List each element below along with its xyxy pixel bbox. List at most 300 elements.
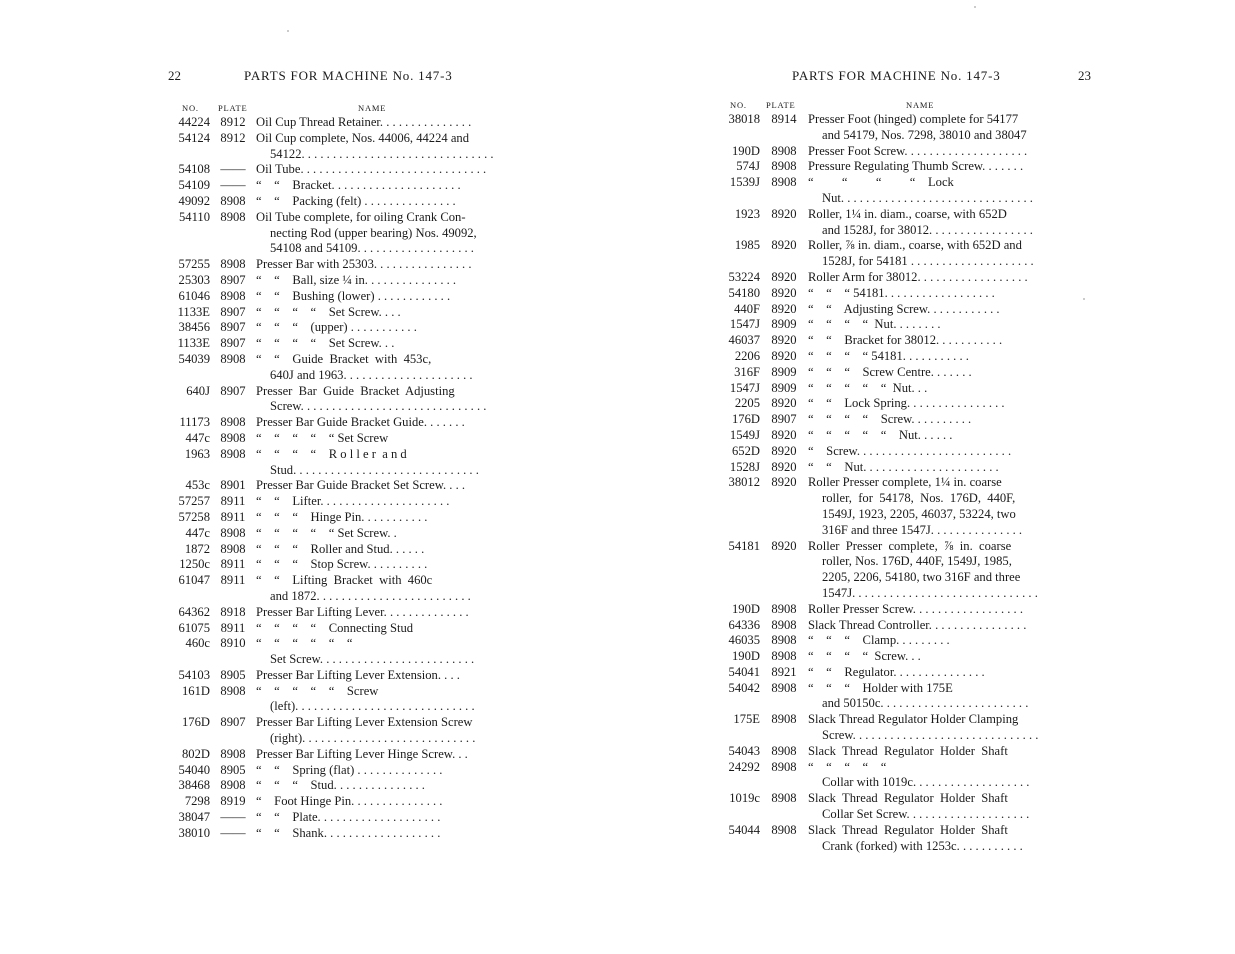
part-name bbox=[256, 352, 513, 384]
part-entry bbox=[168, 320, 513, 336]
part-number: 2205 bbox=[734, 396, 760, 411]
plate-number: 8908 bbox=[220, 430, 246, 445]
part-number: 190D bbox=[732, 143, 760, 158]
part-number: 54124 bbox=[178, 130, 210, 145]
part-name-line: “ “ “ “ “ Set Screw. . bbox=[256, 525, 397, 540]
part-entry bbox=[168, 131, 513, 163]
part-entry bbox=[168, 494, 513, 510]
part-name-line: Presser Bar Guide Bracket Guide. . . . . . . bbox=[256, 415, 465, 430]
plate-number: 8920 bbox=[771, 206, 797, 221]
right-page bbox=[716, 0, 1096, 854]
part-entry bbox=[168, 810, 513, 826]
part-entry bbox=[716, 396, 1096, 412]
part-entry bbox=[168, 431, 513, 447]
part-name bbox=[808, 744, 1096, 760]
part-name-line: “ “ Ball, size ¼ in. . . . . . . . . . . . . . . bbox=[256, 272, 457, 287]
part-entry bbox=[168, 305, 513, 321]
parts-list bbox=[168, 115, 513, 842]
part-name bbox=[256, 684, 513, 716]
part-number: 1872 bbox=[184, 541, 210, 556]
part-name-line: Pressure Regulating Thumb Screw. . . . . . . bbox=[808, 159, 1024, 174]
plate-number: 8911 bbox=[220, 509, 246, 524]
part-number: 54042 bbox=[728, 680, 760, 695]
part-name-line: “ “ Packing (felt) . . . . . . . . . . . . . . . bbox=[256, 193, 456, 208]
part-name-line: 2205, 2206, 54180, two 316F and three bbox=[822, 570, 1021, 585]
part-name-line: Presser Foot Screw. . . . . . . . . . . . . . . . . . . . bbox=[808, 143, 1028, 158]
part-number: 2206 bbox=[734, 348, 760, 363]
part-name bbox=[256, 178, 513, 194]
part-name bbox=[256, 526, 513, 542]
part-number: 1547J bbox=[729, 380, 760, 395]
part-entry bbox=[168, 621, 513, 637]
part-name-line: roller, for 54178, Nos. 176D, 440F, bbox=[822, 491, 1016, 506]
part-entry bbox=[716, 412, 1096, 428]
part-number: 46037 bbox=[728, 333, 760, 348]
plate-number: 8907 bbox=[771, 412, 797, 427]
plate-number: 8907 bbox=[220, 272, 246, 287]
part-name-line: Presser Bar Guide Bracket Set Screw. . . . bbox=[256, 478, 466, 493]
column-header-plate: PLATE bbox=[766, 100, 796, 110]
plate-number: 8919 bbox=[220, 794, 246, 809]
column-header-plate: PLATE bbox=[218, 103, 248, 113]
part-number: 61075 bbox=[178, 620, 210, 635]
part-name-line: “ “ “ Holder with 175E bbox=[808, 680, 953, 695]
part-entry bbox=[168, 684, 513, 716]
plate-number: 8908 bbox=[220, 541, 246, 556]
part-number: 54110 bbox=[178, 209, 210, 224]
part-entry bbox=[168, 605, 513, 621]
part-number: 64336 bbox=[728, 617, 760, 632]
part-entry bbox=[168, 352, 513, 384]
part-name-line: “ “ “ “ “ “ bbox=[256, 636, 353, 651]
part-number: 316F bbox=[734, 364, 760, 379]
part-number: 175E bbox=[733, 712, 760, 727]
plate-number: 8901 bbox=[220, 478, 246, 493]
part-name bbox=[808, 460, 1096, 476]
part-name-line: Slack Thread Regulator Holder Shaft bbox=[808, 822, 1008, 837]
part-name-line: Presser Bar with 25303. . . . . . . . . . . . . . . . bbox=[256, 257, 472, 272]
part-name-line: Screw. . . . . . . . . . . . . . . . . . . . . . . . . . . . . . bbox=[822, 728, 1039, 743]
part-number: 11173 bbox=[179, 415, 210, 430]
part-number: 447c bbox=[185, 430, 210, 445]
plate-number: 8908 bbox=[220, 209, 246, 224]
plate-number: 8914 bbox=[771, 112, 797, 126]
plate-number: 8920 bbox=[771, 285, 797, 300]
part-name bbox=[808, 791, 1096, 823]
part-entry bbox=[716, 665, 1096, 681]
page-header bbox=[716, 68, 1096, 88]
part-name bbox=[256, 431, 513, 447]
part-name bbox=[808, 428, 1096, 444]
part-name-line: “ “ “ (upper) . . . . . . . . . . . bbox=[256, 320, 417, 335]
part-number: 7298 bbox=[184, 794, 210, 809]
plate-number: 8920 bbox=[771, 459, 797, 474]
plate-number: 8908 bbox=[220, 351, 246, 366]
part-number: 25303 bbox=[178, 272, 210, 287]
plate-number: 8907 bbox=[220, 383, 246, 398]
part-entry bbox=[168, 115, 513, 131]
part-name-line: “ “ Nut. . . . . . . . . . . . . . . . . . . . . . bbox=[808, 459, 999, 474]
plate-number: 8920 bbox=[771, 475, 797, 490]
plate-number: —— bbox=[220, 162, 246, 177]
plate-number: 8908 bbox=[771, 649, 797, 664]
column-headers bbox=[168, 103, 513, 115]
plate-number: 8905 bbox=[220, 667, 246, 682]
part-number: 802D bbox=[182, 746, 210, 761]
part-entry bbox=[168, 194, 513, 210]
plate-number: 8920 bbox=[771, 427, 797, 442]
part-entry bbox=[168, 289, 513, 305]
part-number: 640J bbox=[186, 383, 210, 398]
part-name-line: “ “ “ Screw Centre. . . . . . . bbox=[808, 364, 972, 379]
part-name-line: “ “ “ “ 54181. . . . . . . . . . . bbox=[808, 348, 969, 363]
part-name-line: Presser Bar Lifting Lever Extension. . . . bbox=[256, 667, 460, 682]
plate-number: —— bbox=[220, 178, 246, 193]
part-name-line: “ “ Shank. . . . . . . . . . . . . . . . . . . bbox=[256, 825, 441, 840]
part-name bbox=[256, 210, 513, 257]
part-number: 54039 bbox=[178, 351, 210, 366]
part-entry bbox=[716, 712, 1096, 744]
part-entry bbox=[168, 384, 513, 416]
part-entry bbox=[716, 238, 1096, 270]
plate-number: 8905 bbox=[220, 762, 246, 777]
part-name-line: “ “ Plate. . . . . . . . . . . . . . . . . . . . bbox=[256, 810, 441, 825]
part-number: 57257 bbox=[178, 494, 210, 509]
left-page bbox=[168, 0, 513, 842]
part-name-line: Screw. . . . . . . . . . . . . . . . . . . . . . . . . . . . . . bbox=[270, 399, 487, 414]
part-entry bbox=[716, 618, 1096, 634]
part-name bbox=[256, 668, 513, 684]
part-entry bbox=[716, 460, 1096, 476]
part-name-line: Slack Thread Regulator Holder Shaft bbox=[808, 791, 1008, 806]
page-number: 22 bbox=[168, 68, 181, 83]
column-header-name: NAME bbox=[358, 103, 387, 113]
part-name bbox=[256, 794, 513, 810]
part-number: 1549J bbox=[729, 427, 760, 442]
part-name bbox=[808, 823, 1096, 855]
part-entry bbox=[716, 381, 1096, 397]
part-name bbox=[256, 542, 513, 558]
column-header-name: NAME bbox=[906, 100, 935, 110]
part-name-line: “ “ “ “ “ Set Screw bbox=[256, 430, 389, 445]
part-number: 161D bbox=[182, 683, 210, 698]
part-number: 1963 bbox=[184, 446, 210, 461]
part-name-line: “ Foot Hinge Pin. . . . . . . . . . . . . . . bbox=[256, 794, 443, 809]
plate-number: 8920 bbox=[771, 348, 797, 363]
part-name bbox=[256, 415, 513, 431]
part-entry bbox=[716, 633, 1096, 649]
plate-number: 8912 bbox=[220, 115, 246, 129]
plate-number: 8908 bbox=[771, 143, 797, 158]
plate-number: 8911 bbox=[220, 573, 246, 588]
part-name-line: “ “ Lifting Bracket with 460c bbox=[256, 573, 433, 588]
column-header-no: NO. bbox=[182, 103, 199, 113]
part-name bbox=[808, 317, 1096, 333]
part-number: 49092 bbox=[178, 193, 210, 208]
plate-number: 8908 bbox=[220, 746, 246, 761]
part-name bbox=[256, 336, 513, 352]
part-entry bbox=[716, 744, 1096, 760]
part-number: 38456 bbox=[178, 320, 210, 335]
part-number: 38010 bbox=[178, 825, 210, 840]
part-number: 38047 bbox=[178, 810, 210, 825]
scan-speck bbox=[1083, 298, 1085, 300]
part-number: 453c bbox=[185, 478, 210, 493]
part-name bbox=[256, 747, 513, 763]
part-number: 1923 bbox=[734, 206, 760, 221]
part-number: 64362 bbox=[178, 604, 210, 619]
plate-number: 8909 bbox=[771, 317, 797, 332]
part-name-line: and 1872. . . . . . . . . . . . . . . . . . . . . . . . . bbox=[270, 588, 471, 603]
part-name-line: Slack Thread Regulator Holder Shaft bbox=[808, 743, 1008, 758]
part-name-line: Roller Presser Screw. . . . . . . . . . . . . . . . . . bbox=[808, 601, 1023, 616]
part-name-line: Presser Bar Guide Bracket Adjusting bbox=[256, 383, 455, 398]
part-entry bbox=[716, 349, 1096, 365]
part-entry bbox=[716, 159, 1096, 175]
part-name bbox=[256, 573, 513, 605]
part-name bbox=[256, 447, 513, 479]
part-number: 54103 bbox=[178, 667, 210, 682]
plate-number: 8908 bbox=[220, 778, 246, 793]
part-name-line: “ “ Bushing (lower) . . . . . . . . . . . . bbox=[256, 288, 451, 303]
plate-number: 8908 bbox=[771, 601, 797, 616]
part-name-line: Presser Bar Lifting Lever Extension Screw bbox=[256, 715, 473, 730]
part-name-line: “ “ Spring (flat) . . . . . . . . . . . . . . bbox=[256, 762, 443, 777]
part-name bbox=[808, 396, 1096, 412]
plate-number: —— bbox=[220, 825, 246, 840]
plate-number: 8908 bbox=[771, 712, 797, 727]
part-number: 1133E bbox=[177, 304, 210, 319]
part-name bbox=[808, 238, 1096, 270]
part-name bbox=[256, 305, 513, 321]
part-name-line: “ “ Lifter. . . . . . . . . . . . . . . . . . . . . bbox=[256, 494, 450, 509]
part-name bbox=[256, 162, 513, 178]
plate-number: 8908 bbox=[771, 617, 797, 632]
part-name-line: Presser Bar Lifting Lever Hinge Screw. . . bbox=[256, 746, 468, 761]
part-number: 57258 bbox=[178, 509, 210, 524]
part-name-line: 1528J, for 54181 . . . . . . . . . . . . . . . . . . . . bbox=[822, 254, 1034, 269]
part-entry bbox=[716, 760, 1096, 792]
part-name-line: “ “ “ Hinge Pin. . . . . . . . . . . bbox=[256, 509, 428, 524]
part-name bbox=[808, 444, 1096, 460]
part-number: 1539J bbox=[729, 175, 760, 190]
part-name-line: “ “ “ “ Screw. . . . . . . . . . bbox=[808, 412, 972, 427]
part-name-line: “ “ Lock Spring. . . . . . . . . . . . . . . . bbox=[808, 396, 1005, 411]
part-entry bbox=[168, 257, 513, 273]
plate-number: 8908 bbox=[220, 683, 246, 698]
part-entry bbox=[716, 444, 1096, 460]
part-number: 176D bbox=[182, 715, 210, 730]
part-name bbox=[256, 478, 513, 494]
part-name-line: Roller Arm for 38012. . . . . . . . . . . . . . . . . . bbox=[808, 269, 1028, 284]
part-name-line: Roller, 1¼ in. diam., coarse, with 652D bbox=[808, 206, 1007, 221]
part-entry bbox=[168, 668, 513, 684]
plate-number: 8908 bbox=[220, 257, 246, 272]
part-entry bbox=[716, 333, 1096, 349]
part-name-line: “ “ “ Stud. . . . . . . . . . . . . . . bbox=[256, 778, 425, 793]
part-name-line: “ Screw. . . . . . . . . . . . . . . . . . . . . . . . . bbox=[808, 443, 1012, 458]
part-name bbox=[256, 778, 513, 794]
part-number: 190D bbox=[732, 601, 760, 616]
part-name-line: “ “ “ “ Nut. . . . . . . . bbox=[808, 317, 941, 332]
part-number: 44224 bbox=[178, 115, 210, 129]
column-header-no: NO. bbox=[730, 100, 747, 110]
part-entry bbox=[716, 112, 1096, 144]
part-name bbox=[808, 349, 1096, 365]
part-number: 190D bbox=[732, 649, 760, 664]
part-name-line: “ “ Bracket. . . . . . . . . . . . . . . . . . . . . bbox=[256, 178, 461, 193]
plate-number: 8907 bbox=[220, 320, 246, 335]
part-name bbox=[256, 810, 513, 826]
part-name-line: Nut. . . . . . . . . . . . . . . . . . . . . . . . . . . . . . . bbox=[822, 190, 1033, 205]
part-name-line: (right). . . . . . . . . . . . . . . . . . . . . . . . . . . . bbox=[270, 731, 476, 746]
part-number: 54181 bbox=[728, 538, 760, 553]
part-name bbox=[256, 510, 513, 526]
part-entry bbox=[168, 557, 513, 573]
part-entry bbox=[716, 317, 1096, 333]
part-name-line: Slack Thread Controller. . . . . . . . . . . . . . . . bbox=[808, 617, 1027, 632]
part-entry bbox=[716, 791, 1096, 823]
part-number: 54040 bbox=[178, 762, 210, 777]
part-entry bbox=[716, 270, 1096, 286]
part-entry bbox=[168, 794, 513, 810]
part-entry bbox=[716, 144, 1096, 160]
part-number: 54044 bbox=[728, 822, 760, 837]
part-number: 447c bbox=[185, 525, 210, 540]
part-name-line: 640J and 1963. . . . . . . . . . . . . . . . . . . . . bbox=[270, 367, 473, 382]
plate-number: 8908 bbox=[771, 791, 797, 806]
part-name bbox=[808, 270, 1096, 286]
plate-number: 8907 bbox=[220, 304, 246, 319]
part-name-line: “ “ “ 54181. . . . . . . . . . . . . . . . . . bbox=[808, 285, 995, 300]
part-entry bbox=[168, 573, 513, 605]
part-name bbox=[808, 302, 1096, 318]
part-name bbox=[808, 365, 1096, 381]
part-name bbox=[808, 633, 1096, 649]
part-name bbox=[808, 175, 1096, 207]
part-name bbox=[256, 131, 513, 163]
plate-number: 8908 bbox=[771, 743, 797, 758]
part-number: 1250c bbox=[179, 557, 210, 572]
plate-number: 8920 bbox=[771, 301, 797, 316]
part-name-line: and 1528J, for 38012. . . . . . . . . . . . . . . . . bbox=[822, 222, 1033, 237]
part-name-line: Roller Presser complete, 1¼ in. coarse bbox=[808, 475, 1002, 490]
part-name bbox=[256, 289, 513, 305]
part-name-line: “ “ “ “ “ Screw bbox=[256, 683, 379, 698]
part-entry bbox=[168, 763, 513, 779]
running-title: PARTS FOR MACHINE No. 147-3 bbox=[792, 68, 1001, 83]
plate-number: 8918 bbox=[220, 604, 246, 619]
part-entry bbox=[716, 175, 1096, 207]
plate-number: 8908 bbox=[771, 759, 797, 774]
part-entry bbox=[168, 210, 513, 257]
part-name-line: “ “ “ Stop Screw. . . . . . . . . . bbox=[256, 557, 428, 572]
part-name bbox=[256, 384, 513, 416]
part-number: 1528J bbox=[729, 459, 760, 474]
scan-speck bbox=[287, 30, 289, 32]
plate-number: —— bbox=[220, 810, 246, 825]
part-entry bbox=[168, 162, 513, 178]
part-name bbox=[808, 159, 1096, 175]
plate-number: 8920 bbox=[771, 396, 797, 411]
part-number: 24292 bbox=[728, 759, 760, 774]
part-entry bbox=[716, 823, 1096, 855]
page-header bbox=[168, 68, 513, 88]
part-name bbox=[256, 320, 513, 336]
part-name-line: Roller, ⅞ in. diam., coarse, with 652D and bbox=[808, 238, 1022, 253]
part-name bbox=[256, 715, 513, 747]
part-entry bbox=[716, 649, 1096, 665]
part-entry bbox=[716, 602, 1096, 618]
part-name bbox=[256, 494, 513, 510]
part-entry bbox=[168, 447, 513, 479]
part-name bbox=[808, 381, 1096, 397]
part-name-line: 1547J. . . . . . . . . . . . . . . . . . . . . . . . . . . . . . bbox=[822, 585, 1038, 600]
part-name-line: “ “ Adjusting Screw. . . . . . . . . . . . bbox=[808, 301, 1000, 316]
part-number: 1547J bbox=[729, 317, 760, 332]
part-name-line: “ “ “ “ R o l l e r a n d bbox=[256, 446, 407, 461]
part-name bbox=[256, 763, 513, 779]
part-number: 54041 bbox=[728, 664, 760, 679]
page-number: 23 bbox=[1078, 68, 1091, 83]
column-headers bbox=[716, 100, 1096, 112]
part-entry bbox=[168, 273, 513, 289]
part-name-line: and 54179, Nos. 7298, 38010 and 38047 bbox=[822, 127, 1027, 142]
scan-speck bbox=[974, 6, 976, 8]
plate-number: 8920 bbox=[771, 333, 797, 348]
part-name-line: 1549J, 1923, 2205, 46037, 53224, two bbox=[822, 506, 1016, 521]
part-name-line: “ “ “ “ Screw. . . bbox=[808, 649, 921, 664]
plate-number: 8908 bbox=[220, 193, 246, 208]
part-number: 54180 bbox=[728, 285, 760, 300]
part-name-line: “ “ “ “ Lock bbox=[808, 175, 954, 190]
part-name bbox=[256, 605, 513, 621]
part-entry bbox=[716, 681, 1096, 713]
plate-number: 8920 bbox=[771, 538, 797, 553]
part-name bbox=[808, 112, 1096, 144]
part-name-line: Set Screw. . . . . . . . . . . . . . . . . . . . . . . . . bbox=[270, 652, 475, 667]
part-name-line: “ “ Bracket for 38012. . . . . . . . . . . bbox=[808, 333, 1003, 348]
part-number: 460c bbox=[185, 636, 210, 651]
part-name-line: Collar with 1019c. . . . . . . . . . . . . . . . . . . bbox=[822, 775, 1030, 790]
part-entry bbox=[168, 336, 513, 352]
part-name bbox=[808, 207, 1096, 239]
plate-number: 8911 bbox=[220, 494, 246, 509]
plate-number: 8907 bbox=[220, 715, 246, 730]
part-entry bbox=[716, 207, 1096, 239]
part-name-line: “ “ Guide Bracket with 453c, bbox=[256, 351, 432, 366]
part-name-line: “ “ “ “ Set Screw. . . bbox=[256, 336, 395, 351]
part-number: 54108 bbox=[178, 162, 210, 177]
plate-number: 8920 bbox=[771, 238, 797, 253]
plate-number: 8921 bbox=[771, 664, 797, 679]
plate-number: 8912 bbox=[220, 130, 246, 145]
plate-number: 8908 bbox=[771, 680, 797, 695]
plate-number: 8911 bbox=[220, 620, 246, 635]
part-entry bbox=[168, 526, 513, 542]
part-name-line: “ “ “ Clamp. . . . . . . . . bbox=[808, 633, 950, 648]
part-entry bbox=[168, 510, 513, 526]
plate-number: 8908 bbox=[771, 822, 797, 837]
part-name-line: “ “ “ “ “ Nut. . . bbox=[808, 380, 928, 395]
part-name-line: Presser Foot (hinged) complete for 54177 bbox=[808, 112, 1019, 126]
part-entry bbox=[716, 539, 1096, 602]
part-name bbox=[808, 665, 1096, 681]
part-number: 176D bbox=[732, 412, 760, 427]
plate-number: 8908 bbox=[220, 288, 246, 303]
part-name-line: Oil Cup complete, Nos. 44006, 44224 and bbox=[256, 130, 470, 145]
plate-number: 8908 bbox=[220, 415, 246, 430]
